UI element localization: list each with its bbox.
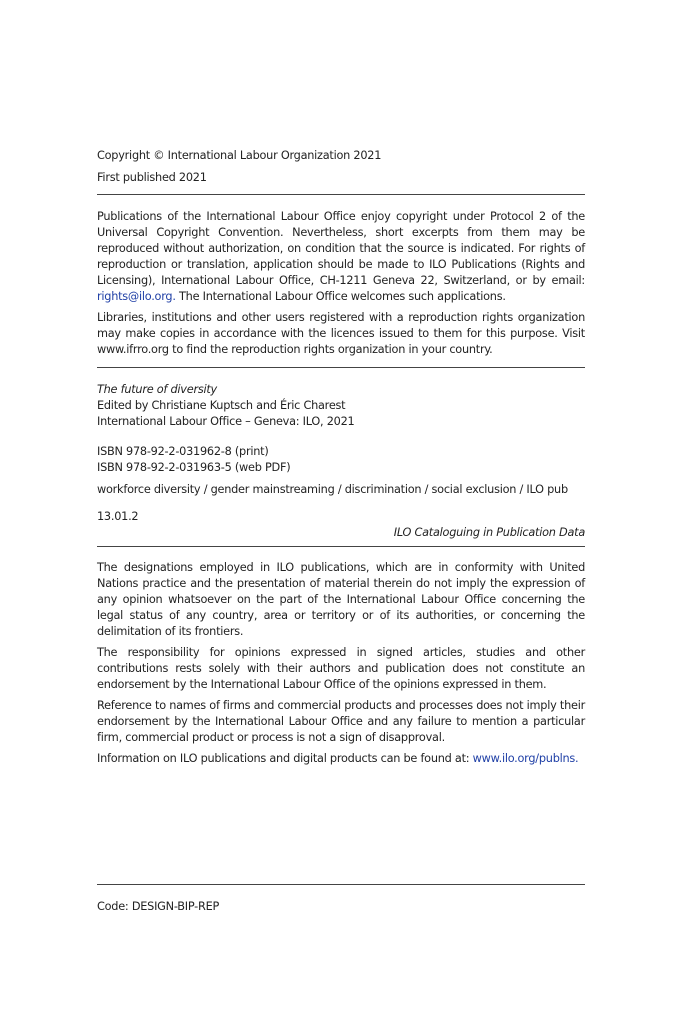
rights-text-end: The International Labour Office welcomes such applications. (179, 290, 506, 303)
divider-3 (97, 546, 585, 547)
book-title: The future of diversity (97, 383, 217, 396)
catalog-code: 13.01.2 (97, 510, 139, 523)
disclaimer-reference: Reference to names of firms and commercial products and processes does not imply their endorsement by the International Labour Office and any failure to mention a particular firm, commercial product or process is not a sign of disapproval. (97, 699, 585, 744)
footer-divider (97, 884, 585, 885)
disclaimer-responsibility: The responsibility for opinions expressed in signed articles, studies and other contributions rests solely with their authors and publication does not constitute an endorsement by the International Labour Office of the opinions expressed in them. (97, 646, 585, 691)
libraries-paragraph: Libraries, institutions and other users registered with a reproduction rights organization may make copies in accordance with the licences issued to them for this purpose. Visit www.ifrro.org to find the reproduction rights organization in your country. (97, 311, 585, 356)
keywords: workforce diversity / gender mainstreaming / discrimination / social exclusion / ILO pub (97, 483, 568, 496)
book-publisher: International Labour Office – Geneva: ILO, 2021 (97, 415, 355, 428)
rights-paragraph (97, 209, 585, 305)
disclaimer-designations: The designations employed in ILO publications, which are in conformity with United Nations practice and the presentation of material therein do not imply the expression of any opinion whatsoever on the part of the International Labour Office concerning the legal status of any country, area or territory or of its authorities, or concerning the delimitation of its frontiers. (97, 561, 585, 638)
isbn-web: ISBN 978-92-2-031963-5 (web PDF) (97, 461, 291, 474)
divider-1 (97, 194, 585, 195)
info-text: Information on ILO publications and digital products can be found at: (97, 752, 470, 765)
ilo-publications-link[interactable]: www.ilo.org/publns. (472, 752, 579, 765)
cip-label: ILO Cataloguing in Publication Data (393, 526, 585, 539)
rights-email-link[interactable]: rights@ilo.org. (97, 290, 176, 303)
page-content (97, 148, 585, 767)
book-editors: Edited by Christiane Kuptsch and Éric Charest (97, 399, 346, 412)
isbn-print: ISBN 978-92-2-031962-8 (print) (97, 445, 269, 458)
first-published: First published 2021 (97, 171, 207, 184)
design-code: Code: DESIGN-BIP-REP (97, 900, 220, 913)
page-footer (97, 884, 585, 915)
disclaimer-info (97, 751, 585, 767)
copyright-line: Copyright © International Labour Organization 2021 (97, 149, 382, 162)
rights-text: Publications of the International Labour Office enjoy copyright under Protocol 2 of the Universal Copyright Convention. Nevertheless, short excerpts from them may be reproduced without authorization, on condition that the source is indicated. For rights of reproduction or translation, application should be made to ILO Publications (Rights and Licensing), International Labour Office, CH-1211 Geneva 22, Switzerland, or by email: (97, 210, 585, 287)
divider-2 (97, 367, 585, 368)
